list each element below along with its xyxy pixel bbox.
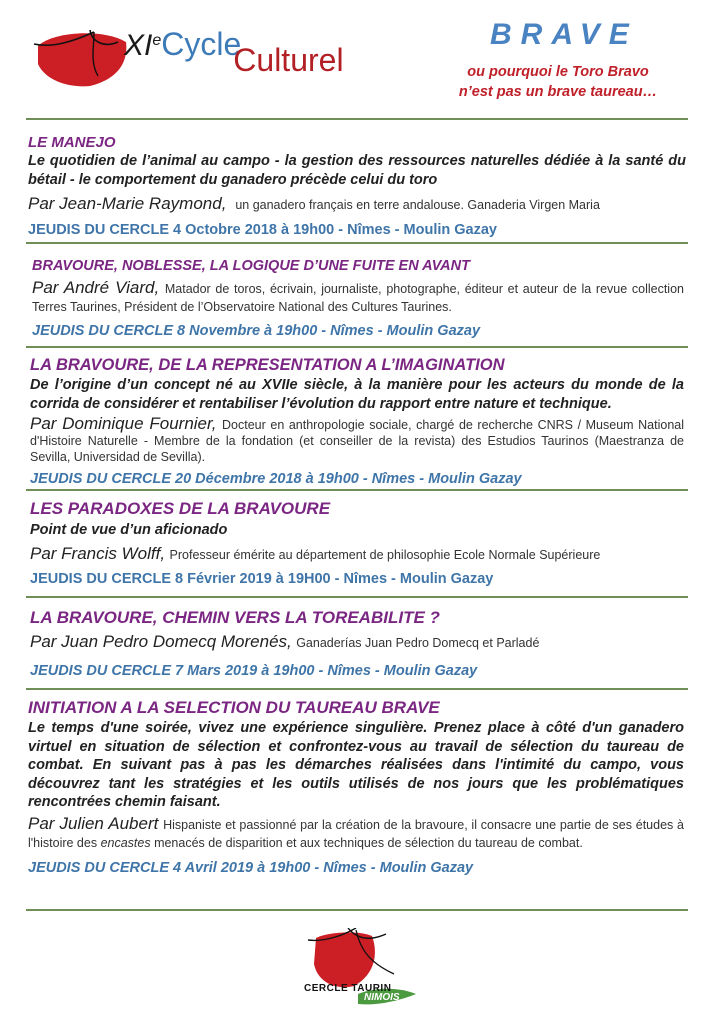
event-section-5 (30, 607, 684, 681)
event-speaker-line (30, 543, 684, 566)
divider (26, 596, 688, 598)
subtitle-line-1: ou pourquoi le Toro Bravo (467, 64, 649, 80)
event-date: JEUDIS DU CERCLE 8 Février 2019 à 19H00 - Nîmes - Moulin Gazay (30, 571, 494, 587)
event-speaker-line (30, 631, 684, 654)
event-section-1 (28, 134, 686, 240)
event-speaker-line (28, 815, 684, 852)
brave-title: BRAVE (490, 18, 638, 51)
speaker-name: Par Jean-Marie Raymond, (28, 194, 227, 213)
event-speaker-line (28, 193, 686, 216)
event-section-3 (30, 354, 684, 489)
speaker-bio-part2: menacés de disparition et aux techniques de sélection du taureau de combat. (150, 835, 583, 850)
event-title: INITIATION A LA SELECTION DU TAUREAU BRAVE (28, 698, 440, 717)
event-title: LES PARADOXES DE LA BRAVOURE (30, 499, 331, 518)
event-title: LA BRAVOURE, DE LA REPRESENTATION A L’IMAGINATION (30, 356, 505, 374)
page-header (0, 0, 723, 118)
event-section-2 (32, 256, 684, 341)
speaker-bio: Professeur émérite au département de philosophie Ecole Normale Supérieure (169, 548, 601, 562)
event-description: Le quotidien de l’animal au campo - la gestion des ressources naturelles dédiée à la santé du bétail - le comportement du ganadero précède celui du toro (28, 153, 686, 188)
event-date: JEUDIS DU CERCLE 4 Octobre 2018 à 19h00 - Nîmes - Moulin Gazay (28, 222, 497, 238)
divider (26, 489, 688, 491)
speaker-name: Par Juan Pedro Domecq Morenés, (30, 632, 292, 651)
divider (26, 346, 688, 348)
cercle-taurin-logo (298, 928, 420, 1012)
event-section-6 (28, 697, 684, 878)
logo-culturel: Culturel (233, 42, 344, 78)
logo-cycle: Cycle (161, 26, 242, 62)
cycle-culturel-logo (32, 22, 412, 84)
event-date: JEUDIS DU CERCLE 8 Novembre à 19h00 - Nîmes - Moulin Gazay (32, 323, 481, 339)
brave-subtitle (438, 62, 678, 102)
speaker-name: Par Dominique Fournier, (30, 414, 217, 433)
event-date: JEUDIS DU CERCLE 7 Mars 2019 à 19h00 - Nîmes - Moulin Gazay (30, 663, 478, 679)
speaker-bio: Docteur en anthropologie sociale, chargé de recherche CNRS / Museum National d'Histoire Naturelle - Membre de la fondation (et conseiller de la revista) des Estudios Taurinos (Maestranza de Sevilla, Universidad de Sevilla). (30, 418, 684, 464)
event-description: Le temps d'une soirée, vivez une expérience singulière. Prenez place à côté d'un ganadero virtuel en situation de sélection et confrontez-vous au travail de sélection du taureau de combat. En suivant pas à pas les démarches réalisées dans l'intimité du campo, vous découvrez tant les stratégies et les outils utilisés de nos jours que les problématiques rencontrées chemin faisant. (28, 720, 684, 810)
logo-wordmark (124, 26, 344, 78)
event-section-4 (30, 498, 684, 589)
event-title: LA BRAVOURE, CHEMIN VERS LA TOREABILITE ? (30, 608, 440, 627)
bull-logo-icon (32, 28, 128, 88)
event-title: BRAVOURE, NOBLESSE, LA LOGIQUE D’UNE FUITE EN AVANT (32, 258, 470, 274)
speaker-bio: un ganadero français en terre andalouse. Ganaderia Virgen Maria (235, 198, 600, 212)
speaker-name: Par André Viard, (32, 278, 160, 297)
bull-logo-icon (298, 928, 420, 1012)
speaker-bio-part1: Hispaniste et passionné par la création de la bravoure, il consacre une partie de ses études à l'histoire des (28, 817, 684, 850)
divider (26, 242, 688, 244)
speaker-name: Par Julien Aubert (28, 813, 159, 833)
speaker-bio-emphasis: encastes (100, 835, 151, 850)
speaker-name: Par Francis Wolff, (30, 544, 166, 563)
event-speaker-line (30, 416, 684, 465)
footer-logo-line2: NIMOIS (364, 992, 400, 1003)
event-description: De l’origine d’un concept né au XVIIe siècle, à la manière pour les acteurs du monde de la corrida de considérer et rentabiliser l’évolution du rapport entre nature et technique. (30, 377, 684, 412)
divider (26, 909, 688, 911)
logo-roman: XI (124, 29, 153, 62)
event-title: LE MANEJO (28, 134, 116, 151)
event-date: JEUDIS DU CERCLE 20 Décembre 2018 à 19h00 - Nîmes - Moulin Gazay (30, 471, 522, 487)
speaker-bio: Ganaderías Juan Pedro Domecq et Parladé (296, 636, 540, 650)
divider (26, 688, 688, 690)
speaker-bio: Matador de toros, écrivain, journaliste, photographe, éditeur et auteur de la revue collection Terres Taurines, Président de l’Observatoire National des Cultures Taurines. (32, 282, 684, 314)
divider (26, 118, 688, 120)
event-date: JEUDIS DU CERCLE 4 Avril 2019 à 19h00 - Nîmes - Moulin Gazay (28, 859, 474, 876)
subtitle-line-2: n’est pas un brave taureau… (458, 84, 658, 100)
event-speaker-line (32, 279, 684, 316)
event-description: Point de vue d’un aficionado (30, 522, 228, 538)
footer-logo-line1: CERCLE TAURIN (304, 983, 392, 994)
logo-superscript: e (152, 31, 162, 49)
